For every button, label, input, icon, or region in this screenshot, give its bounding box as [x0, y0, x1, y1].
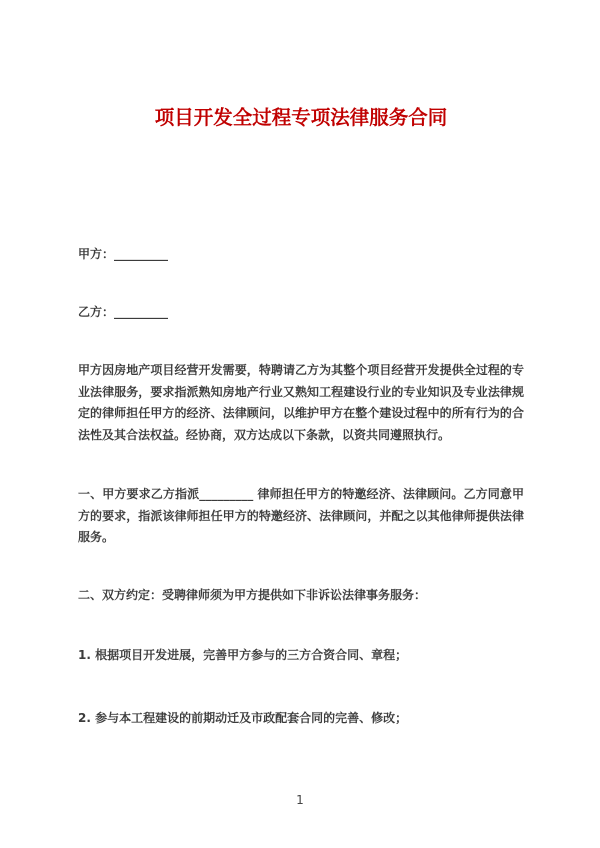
party-a-label: 甲方： — [78, 247, 115, 261]
clause-two-paragraph: 二、双方约定：受聘律师须为甲方提供如下非诉讼法律事务服务： — [78, 587, 427, 602]
clause-one-blank: _________ — [199, 486, 254, 501]
clause-one-suffix: 律师担任甲方的特邀经济、法律顾问。乙方同意甲方的要求，指派该律师担任甲方的特邀经济、法律顾问，并配之以其他律师提供法律服务。 — [78, 486, 524, 545]
intro-paragraph: 甲方因房地产项目经营开发需要，特聘请乙方为其整个项目经营开发提供全过程的专业法律服务，要求指派熟知房地产行业又熟知工程建设行业的专业知识及专业法律规定的律师担任甲方的经济、法律顾问，以维护甲方在整个建设过程中的所有行为的合法性及其合法权益。经协商，双方达成以下条款，以资共同遵照执行。 — [78, 363, 524, 443]
service-item-2: 2. 参与本工程建设的前期动迁及市政配套合同的完善、修改； — [78, 711, 408, 726]
clause-one-prefix: 一、甲方要求乙方指派 — [78, 486, 200, 501]
service-item-1: 1. 根据项目开发进展，完善甲方参与的三方合资合同、章程； — [78, 647, 408, 662]
party-a-line — [78, 244, 524, 265]
party-a-blank: _________ — [114, 247, 169, 261]
page-number: 1 — [296, 793, 304, 807]
document-title: 项目开发全过程专项法律服务合同 — [154, 106, 448, 129]
clause-one-paragraph — [78, 484, 524, 549]
party-b-label: 乙方： — [78, 305, 115, 319]
party-b-blank: _________ — [114, 305, 169, 319]
party-b-line — [78, 302, 524, 323]
